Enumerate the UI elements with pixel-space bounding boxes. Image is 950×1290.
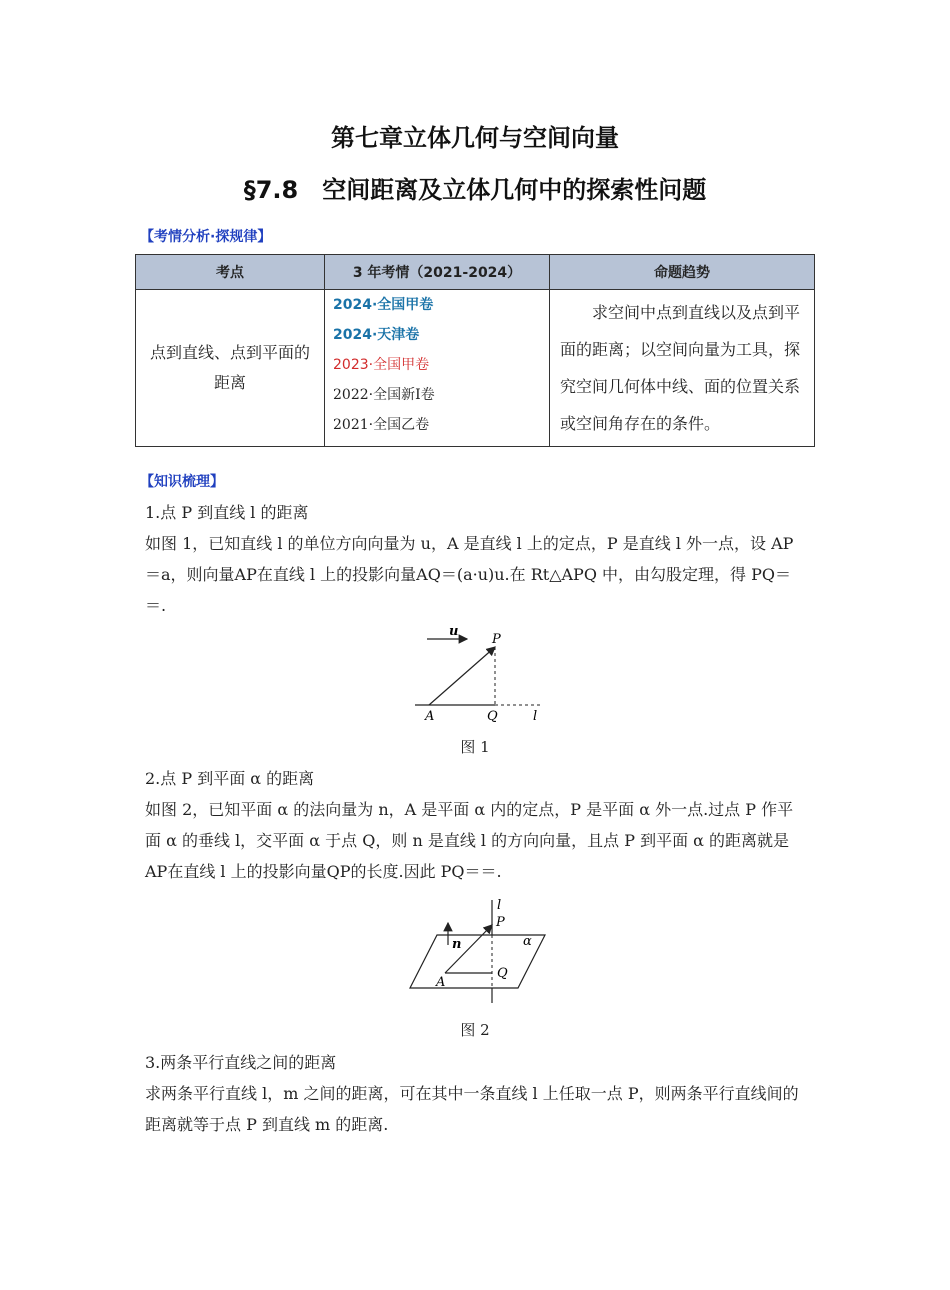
- section-1-title: 1.点 P 到直线 l 的距离: [145, 503, 309, 522]
- section-3-title: 3.两条平行直线之间的距离: [145, 1053, 337, 1072]
- exam-analysis-heading: 【考情分析·探规律】: [140, 229, 272, 245]
- trend-text: 求空间中点到直线以及点到平面的距离；以空间向量为工具，探究空间几何体中线、面的位置关系或空间角存在的条件。: [560, 303, 801, 433]
- figure-2-caption: 图 2: [460, 1021, 490, 1039]
- year-item: 2021·全国乙卷: [333, 417, 430, 433]
- table-header-years: 3 年考情（2021-2024）: [325, 255, 550, 290]
- figure-1-diagram: [405, 625, 555, 725]
- section-3-body: 求两条平行直线 l，m 之间的距离，可在其中一条直线 l 上任取一点 P，则两条平行直线间的距离就等于点 P 到直线 m 的距离.: [145, 1084, 799, 1134]
- trend-cell: [550, 290, 815, 447]
- label-alpha: α: [523, 934, 532, 949]
- label-u: u: [449, 625, 459, 639]
- label-p: P: [492, 632, 501, 647]
- vector-ap: [429, 647, 495, 705]
- year-item: 2024·天津卷: [333, 327, 420, 343]
- year-item: 2024·全国甲卷: [333, 297, 434, 313]
- exam-analysis-table: [135, 254, 815, 447]
- label-a: A: [425, 709, 435, 724]
- year-item: 2022·全国新Ⅰ卷: [333, 387, 435, 403]
- label-l: l: [533, 709, 538, 724]
- figure-1-caption: 图 1: [460, 738, 490, 756]
- figure-2-diagram: [405, 895, 555, 1007]
- label-p: P: [496, 915, 505, 930]
- kaodian-text: 点到直线、点到平面的距离: [150, 343, 311, 392]
- label-n: n: [452, 937, 462, 952]
- section-2-title: 2.点 P 到平面 α 的距离: [145, 769, 315, 788]
- section-title: §7.8 空间距离及立体几何中的探索性问题: [243, 176, 707, 204]
- label-q: Q: [487, 709, 498, 724]
- section-2-body: 如图 2，已知平面 α 的法向量为 n，A 是平面 α 内的定点，P 是平面 α 外一点.过点 P 作平面 α 的垂线 l，交平面 α 于点 Q，则 n 是直线 l 的方向向量，且点 P 到平面 α 的距离就是AP在直线 l 上的投影向量QP的长度.因此 PQ＝＝.: [145, 800, 794, 881]
- years-cell: [325, 290, 550, 447]
- table-header-kaodian: 考点: [136, 255, 325, 290]
- label-a: A: [436, 975, 446, 990]
- table-header-trend: 命题趋势: [550, 255, 815, 290]
- label-q: Q: [497, 966, 508, 981]
- year-item: 2023·全国甲卷: [333, 357, 430, 373]
- label-l: l: [497, 898, 502, 913]
- kaodian-cell: [136, 290, 325, 447]
- knowledge-heading: 【知识梳理】: [140, 474, 224, 490]
- chapter-title: 第七章立体几何与空间向量: [331, 124, 619, 152]
- section-1-body: 如图 1，已知直线 l 的单位方向向量为 u，A 是直线 l 上的定点，P 是直线 l 外一点，设 AP＝a，则向量AP在直线 l 上的投影向量AQ＝(a·u)u.在 Rt△APQ 中，由勾股定理，得 PQ＝＝.: [145, 534, 794, 615]
